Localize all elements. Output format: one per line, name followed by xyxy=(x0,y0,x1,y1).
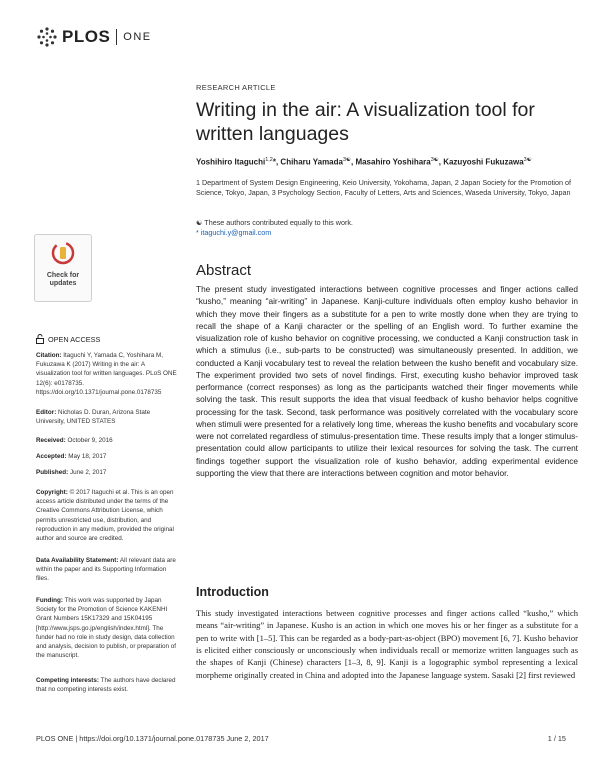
funding-text: This work was supported by Japan Society for the Promotion of Science KAKENHI Grant Numbers 15K17329 and 15K04195 [http://www.jsps.go.jp/english/index.html]. The funder had no role in study design, data collection and analysis, decision to publish, or preparation of the manuscript. xyxy=(36,597,177,660)
competing-interests-text: The authors have declared that no competing interests exist. xyxy=(36,677,176,694)
data-availability-text: All relevant data are within the paper and its Supporting Information files. xyxy=(36,557,176,583)
corresponding-email[interactable]: * itaguchi.y@gmail.com xyxy=(196,228,272,237)
article-type: RESEARCH ARTICLE xyxy=(196,83,276,92)
author-affil-sup: 3☯ xyxy=(430,157,439,163)
published-block xyxy=(36,468,178,477)
author-mark: , xyxy=(438,157,441,167)
competing-interests-block xyxy=(36,676,178,694)
received-date: October 9, 2016 xyxy=(67,437,113,444)
logo-divider xyxy=(116,29,117,45)
competing-interests-label: Competing interests: xyxy=(36,677,99,684)
check-for-updates-icon xyxy=(51,241,75,265)
editor-block xyxy=(36,408,178,426)
author-affil-sup: 3☯ xyxy=(342,157,351,163)
intro-heading: Introduction xyxy=(196,585,269,599)
intro-text: This study investigated interactions between cognitive processes and finger actions called “kusho,” which means “air-writing” in Japanese. Kusho is an action in which one moves his or her finger as a substitute for a pen to write with [1–5]. This can be regarded as a body-part-as-object (BPO) movement [6, 7]. Kusho behavior is elicited either consciously or unconsciously when individuals recall or memorize written languages such as the shapes of Kanji (Chinese) characters [1–3, 8, 9]. Kanji is a logographic symbol representing a lexical morpheme originally created in China and adopted into the Japanese language system. Sasaki [2] first reviewed xyxy=(196,608,578,680)
page-footer: PLOS ONE | https://doi.org/10.1371/journal.pone.0178735 June 2, 2017 xyxy=(36,734,269,743)
published-date: June 2, 2017 xyxy=(69,469,107,476)
article-title: Writing in the air: A visualization tool for written languages xyxy=(196,99,535,145)
accepted-date: May 18, 2017 xyxy=(68,453,107,460)
citation-text: Itaguchi Y, Yamada C, Yoshihara M, Fukuzawa K (2017) Writing in the air: A visualization tool for written languages. PLoS ONE 12(6): e0178735. https://doi.org/10.1371/journal.pone.0178735 xyxy=(36,352,177,396)
open-access-label: OPEN ACCESS xyxy=(48,334,101,344)
author-mark: *, xyxy=(272,157,279,167)
author-affil-sup: 1,2 xyxy=(265,157,273,163)
open-access-badge xyxy=(36,334,100,344)
check-for-updates-label: Check for updates xyxy=(46,272,80,287)
copyright-block xyxy=(36,488,178,543)
accepted-block xyxy=(36,452,178,461)
citation-label: Citation: xyxy=(36,352,62,359)
received-label: Received: xyxy=(36,437,66,444)
equal-contribution-note: ☯ These authors contributed equally to this work. xyxy=(196,218,353,227)
editor-label: Editor: xyxy=(36,409,57,416)
data-availability-block xyxy=(36,556,178,584)
copyright-label: Copyright: xyxy=(36,489,68,496)
logo-main-text: PLOS xyxy=(62,27,111,46)
funding-block xyxy=(36,596,178,660)
citation-block xyxy=(36,351,178,397)
accepted-label: Accepted: xyxy=(36,453,67,460)
abstract-heading: Abstract xyxy=(196,262,252,279)
author-affil-sup: 3☯ xyxy=(523,157,532,163)
affiliations: 1 Department of System Design Engineering, Keio University, Yokohama, Japan, 2 Japan Society for the Promotion of Science, Tokyo, Japan, 3 Psychology Section, Faculty of Letters, Arts and Sciences, Waseda University, Tokyo, Japan xyxy=(196,178,572,198)
author-name[interactable]: Kazuyoshi Fukuzawa xyxy=(443,157,524,167)
author-notes xyxy=(196,218,574,238)
plos-dots-icon xyxy=(36,26,58,48)
page-number: 1 / 15 xyxy=(547,734,566,743)
copyright-text: © 2017 Itaguchi et al. This is an open access article distributed under the terms of the Creative Commons Attribution License, which permits unrestricted use, distribution, and reproduction in any medium, provided the original author and source are credited. xyxy=(36,489,174,543)
open-lock-icon xyxy=(36,334,44,344)
author-name[interactable]: Chiharu Yamada xyxy=(280,157,343,167)
funding-label: Funding: xyxy=(36,597,63,604)
author-name[interactable]: Masahiro Yoshihara xyxy=(355,157,431,167)
published-label: Published: xyxy=(36,469,69,476)
author-list xyxy=(196,157,586,167)
abstract-text: The present study investigated interactions between cognitive processes and finger actions called “kusho,” meaning “air-writing” in Japanese. Kanji-culture individuals often employ kusho behavior in which they move their fingers as a substitute for a pen to write mostly done when they are trying to recall the shape of a Kanji character or the spelling of an English word. To further examine the visualization role of kusho behavior on cognitive processing, we conducted a Kanji construction task in which a stimulus (i.e., sub-parts to be constructed) was simultaneously presented. In addition, we conducted a Kanji vocabulary test to reveal the relation between the kusho benefit and vocabulary size. The experiment provided two sets of novel findings. First, executing kusho behavior improved task performance (correct responses) as long as the participants watched their finger movements while solving the task. This result supports the idea that visual feedback of kusho behavior helps cognitive processing for the task. Second, task performance was positively correlated with the vocabulary score when stimuli were presented for a relatively long time, whereas the kusho benefits and vocabulary score were not correlated regardless of stimulus-presentation time. These results imply that a longer stimulus-presentation could allow participants to utilize their lexical resources for solving the task. The current findings together support the visualization role of kusho behavior, adding experimental evidence supporting the view that there are interactions between cognition and motor behavior. xyxy=(196,284,578,478)
check-for-updates-badge[interactable] xyxy=(34,234,92,302)
logo-sub-text: ONE xyxy=(123,31,152,43)
editor-text: Nicholas D. Duran, Arizona State University, UNITED STATES xyxy=(36,409,151,426)
received-block xyxy=(36,436,178,445)
data-availability-label: Data Availability Statement: xyxy=(36,557,119,564)
author-name[interactable]: Yoshihiro Itaguchi xyxy=(196,157,266,167)
journal-logo[interactable] xyxy=(36,26,152,48)
author-mark: , xyxy=(350,157,354,167)
